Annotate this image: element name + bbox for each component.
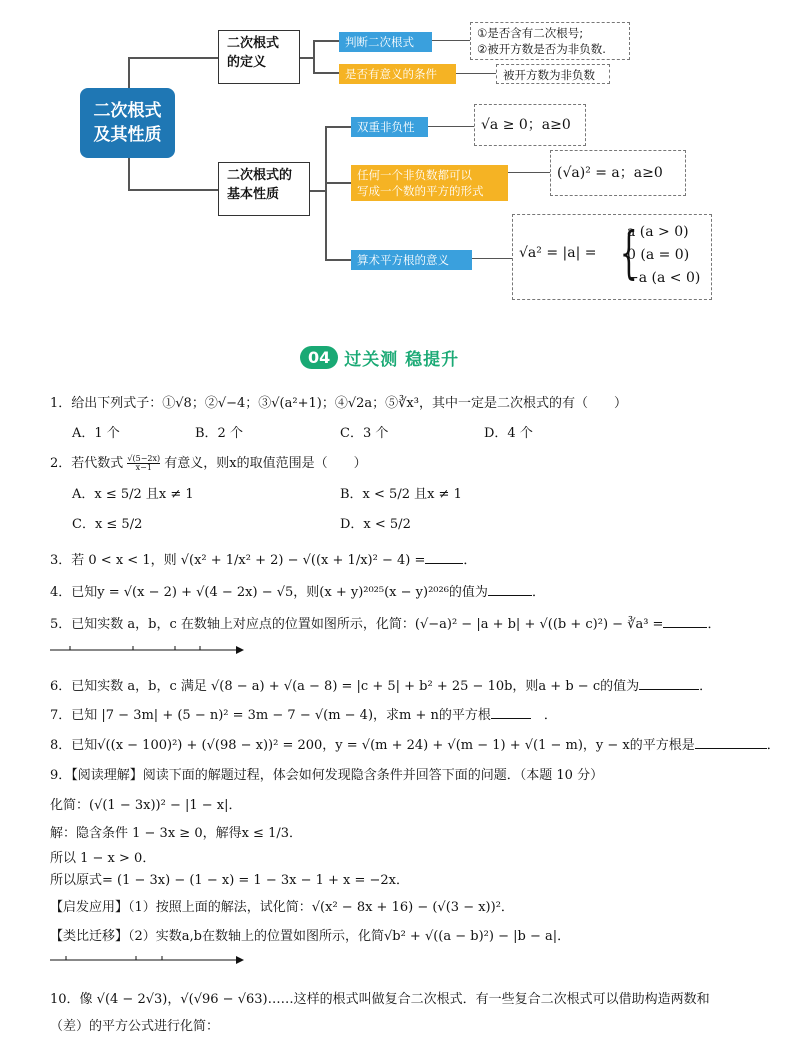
- q5-text: 5．已知实数 a，b，c 在数轴上对应点的位置如图所示，化简：(√−a)² − |a + b| + √((b + c)²) − ∛a³ =: [50, 617, 664, 632]
- question-5: 5．已知实数 a，b，c 在数轴上对应点的位置如图所示，化简：(√−a)² − |a + b| + √((b + c)²) − ∛a³ = ．: [50, 617, 721, 632]
- question-2: [50, 455, 367, 473]
- question-1: 1．给出下列式子：①√8；②√−4；③√(a²+1)；④√2a；⑤∛x³，其中一定是二次根式的有（ ）: [50, 396, 627, 411]
- q3-blank: [425, 551, 463, 564]
- judge-box-line2: ②被开方数是否为非负数.: [477, 42, 606, 56]
- connector: [325, 182, 351, 184]
- arith-box-lhs: √a² = |a| =: [519, 245, 597, 261]
- square-box: (√a)² = a；a≥0: [550, 150, 686, 196]
- mindmap-root: [80, 88, 175, 158]
- q1-option-d: D．4 个: [484, 426, 533, 441]
- connector: [325, 126, 327, 260]
- properties-node-label: 二次根式的 基本性质: [227, 168, 293, 202]
- q2-option-c: C．x ≤ 5/2: [72, 517, 143, 532]
- number-line-2: [48, 950, 248, 980]
- tag-condition: 是否有意义的条件: [339, 64, 456, 84]
- connector: [508, 172, 550, 173]
- q2-lead: 2．若代数式: [50, 456, 124, 471]
- definition-node: [218, 30, 300, 84]
- case-2: 0 (a = 0): [627, 247, 690, 263]
- q4-blank: [488, 583, 532, 596]
- connector: [432, 40, 472, 41]
- connector: [472, 258, 512, 259]
- tag-double-nonneg: 双重非负性: [351, 117, 428, 137]
- q1-option-b: B．2 个: [195, 426, 243, 441]
- arith-cases: [627, 221, 700, 290]
- connector: [128, 189, 218, 191]
- q2-tail: 有意义，则x的取值范围是（ ）: [164, 456, 367, 471]
- question-3: 3．若 0 < x < 1，则 √(x² + 1/x² + 2) − √((x + 1/x)² − 4) = ．: [50, 553, 477, 568]
- connector: [313, 40, 339, 42]
- connector: [300, 57, 314, 59]
- tag-square-form: [351, 165, 508, 201]
- connector: [428, 126, 474, 127]
- tag-arith-root: 算术平方根的意义: [351, 250, 472, 270]
- tag-square-form-line1: 任何一个非负数都可以: [357, 168, 472, 182]
- q9-line-6: 【类比迁移】（2）实数a,b在数轴上的位置如图所示，化简√b² + √((a − b)²) − |b − a|．: [50, 929, 571, 944]
- question-10-line-1: 10．像 √(4 − 2√3)，√(√96 − √63)……这样的根式叫做复合二次根式．有一些复合二次根式可以借助构造两数和: [50, 992, 710, 1007]
- q2-fraction: [127, 455, 160, 472]
- root-label: 二次根式 及其性质: [93, 101, 162, 145]
- judge-box-line1: ①是否含有二次根号;: [477, 26, 584, 40]
- judge-box: [470, 22, 630, 60]
- q2-denominator: x−1: [127, 463, 160, 472]
- question-9: 9．【阅读理解】阅读下面的解题过程，体会如何发现隐含条件并回答下面的问题．（本题 10 分）: [50, 768, 604, 783]
- number-line-1: [48, 640, 248, 668]
- connector: [310, 190, 326, 192]
- q5-blank: [663, 615, 707, 628]
- properties-node: [218, 162, 310, 216]
- q1-option-a: A．1 个: [72, 426, 120, 441]
- q9-line-4: 所以原式= (1 − 3x) − (1 − x) = 1 − 3x − 1 + x = −2x．: [50, 873, 410, 888]
- case-3: −a (a < 0): [627, 270, 701, 286]
- condition-box: 被开方数为非负数: [496, 64, 610, 84]
- q6-text: 6．已知实数 a，b，c 满足 √(8 − a) + √(a − 8) = |c + 5| + b² + 25 − 10b，则a + b − c的值为: [50, 679, 640, 694]
- q7-text: 7．已知 |7 − 3m| + (5 − n)² = 3m − 7 − √(m − 4)，求m + n的平方根: [50, 708, 491, 723]
- q1-option-c: C．3 个: [340, 426, 389, 441]
- question-7: 7．已知 |7 − 3m| + (5 − n)² = 3m − 7 − √(m − 4)，求m + n的平方根 ．: [50, 708, 557, 723]
- mindmap: [0, 0, 798, 310]
- question-10-line-2: （差）的平方公式进行化简：: [50, 1019, 220, 1034]
- q2-numerator: √(5−2x): [127, 454, 161, 463]
- q2-option-d: D．x < 5/2: [340, 517, 411, 532]
- connector: [313, 40, 315, 73]
- q3-text: 3．若 0 < x < 1，则 √(x² + 1/x² + 2) − √((x + 1/x)² − 4) =: [50, 553, 426, 568]
- connector: [313, 72, 339, 74]
- section-header: [300, 342, 459, 372]
- q8-blank: [695, 736, 767, 749]
- q7-blank: [491, 706, 531, 719]
- q2-option-b: B．x < 5/2 且x ≠ 1: [340, 487, 462, 502]
- definition-node-label: 二次根式 的定义: [227, 36, 280, 70]
- section-number: 04: [300, 346, 338, 369]
- q4-text: 4．已知y = √(x − 2) + √(4 − 2x) − √5，则(x + y)²⁰²⁵(x − y)²⁰²⁶的值为: [50, 585, 488, 600]
- question-6: 6．已知实数 a，b，c 满足 √(8 − a) + √(a − 8) = |c + 5| + b² + 25 − 10b，则a + b − c的值为 ．: [50, 679, 713, 694]
- arith-box: [512, 214, 712, 300]
- question-8: 8．已知√((x − 100)²) + (√(98 − x))² = 200，y = √(m + 24) + √(m − 1) + √(1 − m)，y − x的平方根是 ．: [50, 738, 780, 753]
- connector: [325, 126, 351, 128]
- q6-blank: [639, 677, 699, 690]
- q9-line-2: 解：隐含条件 1 − 3x ≥ 0，解得x ≤ 1/3．: [50, 826, 303, 841]
- section-title: 过关测 稳提升: [344, 349, 460, 370]
- q8-text: 8．已知√((x − 100)²) + (√(98 − x))² = 200，y = √(m + 24) + √(m − 1) + √(1 − m)，y − x的平方根是: [50, 738, 695, 753]
- connector: [128, 57, 218, 59]
- tag-square-form-line2: 写成一个数的平方的形式: [357, 184, 484, 198]
- question-4: 4．已知y = √(x − 2) + √(4 − 2x) − √5，则(x + y)²⁰²⁵(x − y)²⁰²⁶的值为 ．: [50, 585, 545, 600]
- q2-option-a: A．x ≤ 5/2 且x ≠ 1: [72, 487, 194, 502]
- tag-judge: 判断二次根式: [339, 32, 432, 52]
- q9-line-3: 所以 1 − x > 0．: [50, 851, 156, 866]
- q9-line-5: 【启发应用】（1）按照上面的解法，试化简：√(x² − 8x + 16) − (√(3 − x))²．: [50, 900, 514, 915]
- case-1: a (a > 0): [627, 224, 689, 240]
- nonneg-box: √a ≥ 0；a≥0: [474, 104, 586, 146]
- arith-brace: {: [619, 221, 638, 286]
- q9-line-1: 化简：(√(1 − 3x))² − |1 − x|．: [50, 798, 242, 813]
- connector: [456, 73, 496, 74]
- connector: [325, 259, 351, 261]
